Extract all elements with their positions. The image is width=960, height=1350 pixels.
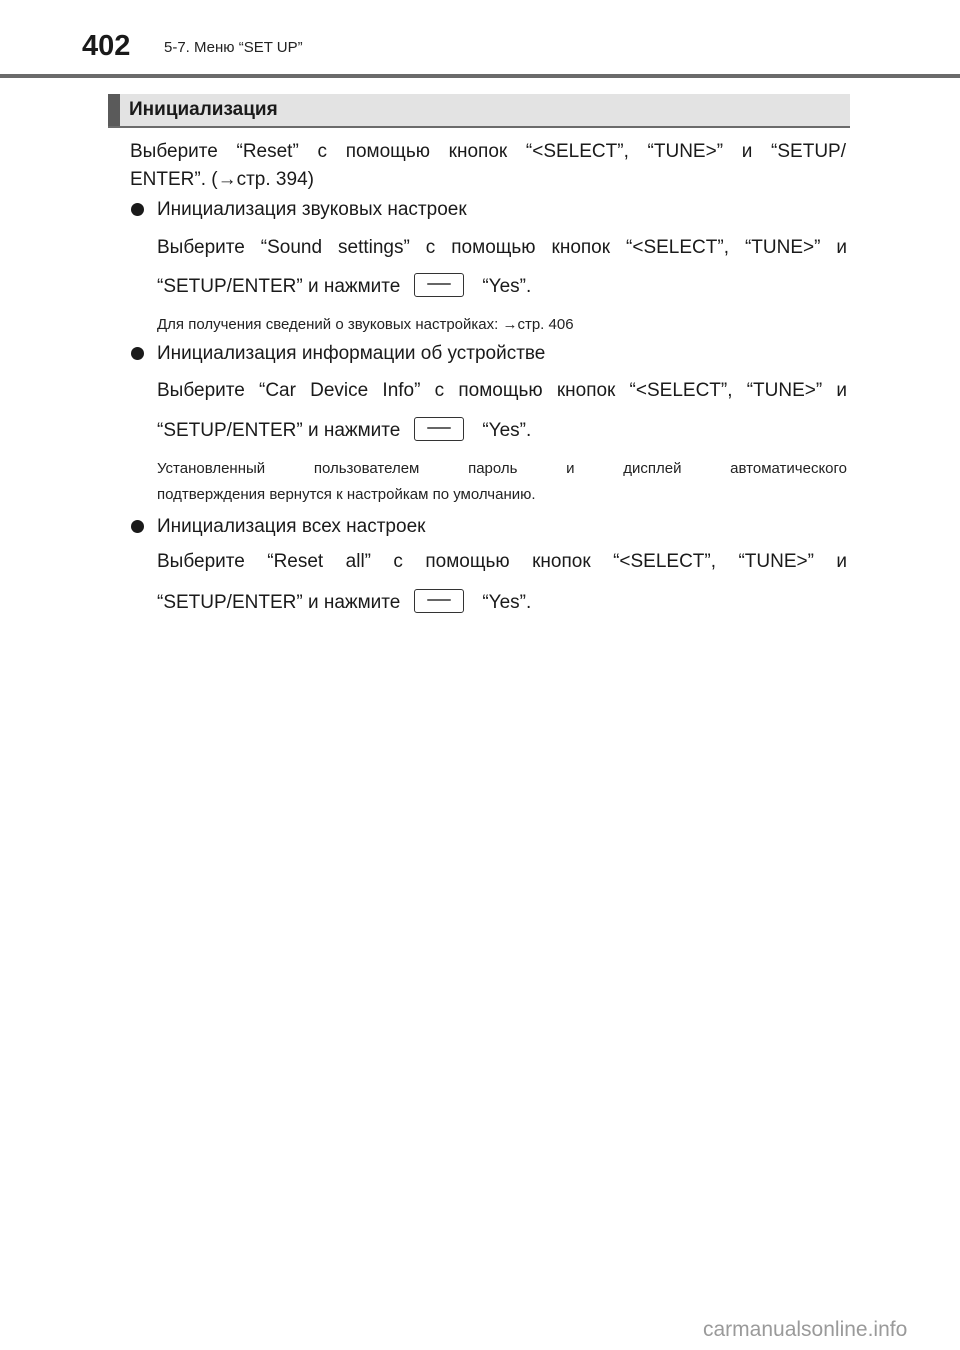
item-1-heading: Инициализация звуковых настроек <box>157 199 467 220</box>
page-number: 402 <box>82 30 131 62</box>
item-1-note: Для получения сведений о звуковых настройках: →стр. 406 <box>157 316 574 333</box>
item-2-note-line-2: подтверждения вернутся к настройкам по умолчанию. <box>157 486 536 503</box>
item-3-heading: Инициализация всех настроек <box>157 516 426 537</box>
section-title: Инициализация <box>129 99 278 120</box>
item-3-line-1: Выберите “Reset all” с помощью кнопок “<SELECT”, “TUNE>” и <box>157 551 847 572</box>
bullet-icon <box>131 347 144 360</box>
item-3-line-2 <box>157 586 531 620</box>
back-button-icon <box>414 417 464 441</box>
item-1-yes: “Yes”. <box>482 276 532 297</box>
item-2-line-1: Выберите “Car Device Info” с помощью кнопок “<SELECT”, “TUNE>” и <box>157 380 847 401</box>
item-3-line-2-text: “SETUP/ENTER” и нажмите <box>157 592 401 613</box>
item-1-line-2-text: “SETUP/ENTER” и нажмите <box>157 276 401 297</box>
item-2-heading: Инициализация информации об устройстве <box>157 343 546 364</box>
section-accent <box>108 94 120 126</box>
header-rule <box>0 74 960 78</box>
item-1-line-1: Выберите “Sound settings” с помощью кнопок “<SELECT”, “TUNE>” и <box>157 237 847 258</box>
item-2-note-line-1: Установленный пользователем пароль и дисплей автоматического <box>157 460 847 477</box>
item-1-line-2 <box>157 270 531 304</box>
item-2-line-2-text: “SETUP/ENTER” и нажмите <box>157 420 401 441</box>
bullet-icon <box>131 203 144 216</box>
intro-line-1: Выберите “Reset” с помощью кнопок “<SELECT”, “TUNE>” и “SETUP/ <box>130 141 846 162</box>
section-heading-bar <box>108 94 850 128</box>
watermark: carmanualsonline.info <box>703 1318 908 1341</box>
intro-line-2: ENTER”. (→стр. 394) <box>130 169 314 190</box>
back-button-icon <box>414 273 464 297</box>
item-2-yes: “Yes”. <box>482 420 532 441</box>
chapter-title: 5-7. Меню “SET UP” <box>164 39 303 56</box>
back-button-icon <box>414 589 464 613</box>
page-header <box>0 0 960 80</box>
bullet-icon <box>131 520 144 533</box>
item-2-line-2 <box>157 414 531 448</box>
item-3-yes: “Yes”. <box>482 592 532 613</box>
